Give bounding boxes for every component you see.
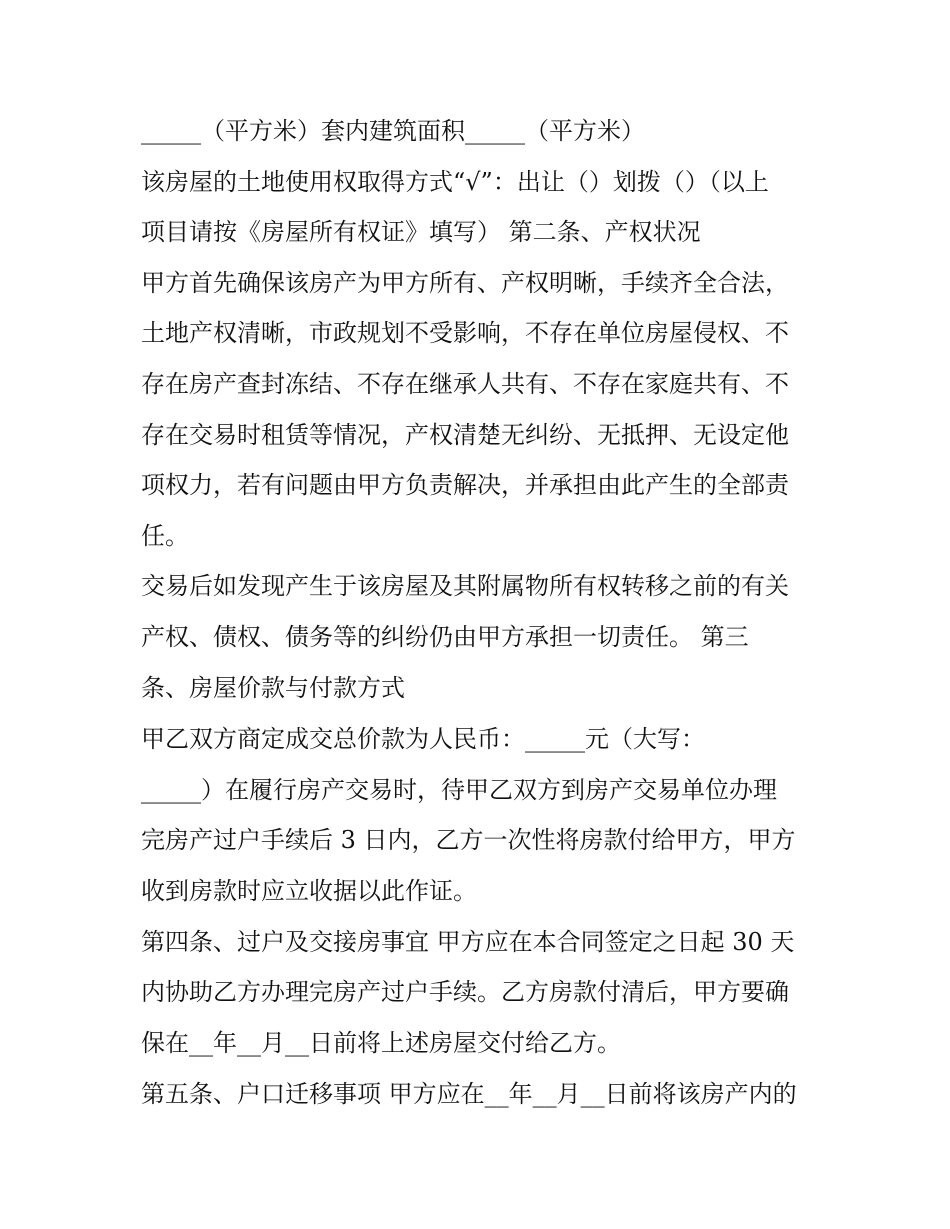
text-line: 甲乙双方商定成交总价款为人民币：_____元（大写： bbox=[141, 725, 705, 753]
text-line: _____）在履行房产交易时，待甲乙双方到房产交易单位办理 bbox=[141, 776, 777, 804]
text-line: 存在房产查封冻结、不存在继承人共有、不存在家庭共有、不 bbox=[141, 370, 789, 398]
text-line: 交易后如发现产生于该房屋及其附属物所有权转移之前的有关 bbox=[141, 572, 789, 600]
text-line: 第五条、户口迁移事项 甲方应在__年__月__日前将该房产内的 bbox=[141, 1080, 797, 1108]
text-line: 甲方首先确保该房产为甲方所有、产权明晰，手续齐全合法， bbox=[141, 269, 789, 297]
text-line: 任。 bbox=[141, 522, 189, 550]
text-line: 保在__年__月__日前将上述房屋交付给乙方。 bbox=[141, 1029, 621, 1057]
text-line: 收到房款时应立收据以此作证。 bbox=[141, 877, 477, 905]
text-line: 条、房屋价款与付款方式 bbox=[141, 674, 405, 702]
text-line: 内协助乙方办理完房产过户手续。乙方房款付清后，甲方要确 bbox=[141, 978, 789, 1006]
text-line: _____（平方米）套内建筑面积_____（平方米） bbox=[141, 117, 645, 145]
text-line: 产权、债权、债务等的纠纷仍由甲方承担一切责任。 第三 bbox=[141, 623, 749, 651]
text-line: 完房产过户手续后 3 日内，乙方一次性将房款付给甲方，甲方 bbox=[141, 826, 796, 854]
text-line: 项目请按《房屋所有权证》填写） 第二条、产权状况 bbox=[141, 218, 701, 246]
text-line: 存在交易时租赁等情况，产权清楚无纠纷、无抵押、无设定他 bbox=[141, 421, 789, 449]
text-line: 第四条、过户及交接房事宜 甲方应在本合同签定之日起 30 天 bbox=[141, 928, 795, 956]
text-line: 土地产权清晰，市政规划不受影响，不存在单位房屋侵权、不 bbox=[141, 319, 789, 347]
text-line: 项权力，若有问题由甲方负责解决，并承担由此产生的全部责 bbox=[141, 471, 789, 499]
text-line: 该房屋的土地使用权取得方式“√”：出让（）划拨（）（以上 bbox=[141, 168, 769, 196]
